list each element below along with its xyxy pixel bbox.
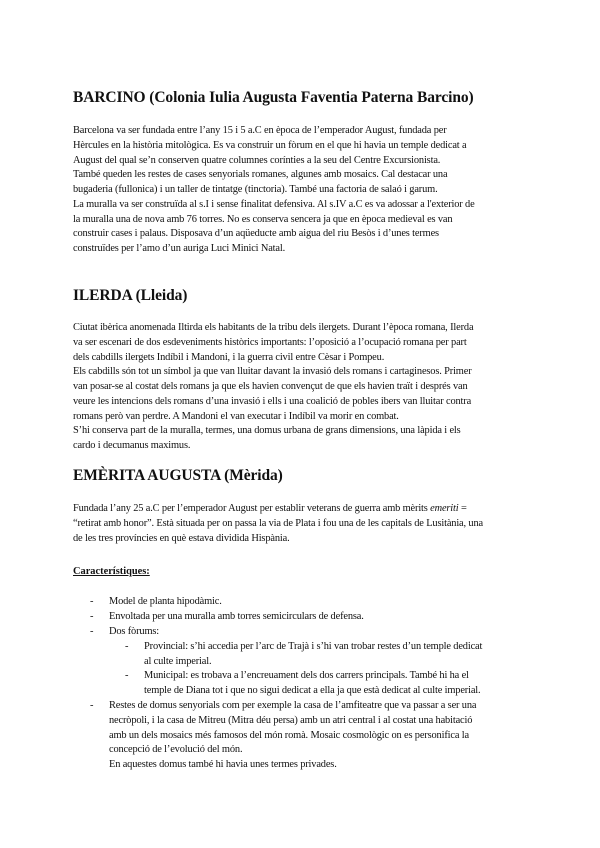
- list-item-text: Municipal: es trobava a l’encreuament dels dos carrers principals. També hi ha el: [144, 670, 469, 681]
- dash-bullet: -: [90, 700, 94, 711]
- list-item-text: concepció de l’evolució del món.: [109, 744, 243, 756]
- dash-bullet: -: [90, 611, 94, 622]
- text-line: va ser escenari de dos esdeveniments històrics importants: l’oposició a l’ocupació romana per part: [73, 336, 467, 348]
- text-line: També queden les restes de cases senyorials romanes, algunes amb mosaics. Cal destacar una: [73, 169, 448, 181]
- text-line: Hèrcules en la història mitològica. Es va construir un fòrum en el que hi havia un temple dedicat a: [73, 139, 467, 151]
- text-line: construir cases i palaus. Disposava d’un aqüeducte amb aigua del riu Besòs i d’unes termes: [73, 228, 439, 240]
- list-item-text: Envoltada per una muralla amb torres semicirculars de defensa.: [109, 611, 364, 622]
- list-item-text: Dos fòrums:: [109, 626, 160, 637]
- text-line: Barcelona va ser fundada entre l’any 15 i 5 a.C en època de l’emperador August, fundada per: [73, 125, 447, 136]
- text-line: construïdes per l’amo d’un auriga Luci Minici Natal.: [73, 243, 286, 254]
- text-line: Ciutat ibèrica anomenada Iltirda els habitants de la tribu dels ilergets. Durant l’època romana, Ilerda: [73, 322, 474, 333]
- text-line: la muralla una de nova amb 76 torres. No es conserva sencera ja que en època medieval es van: [73, 213, 453, 225]
- text-line: dels cabdills ilergets Indíbil i Mandoni, i la guerra civil entre Cèsar i Pompeu.: [73, 351, 385, 363]
- list-item-text: necròpoli, i la casa de Mitreu (Mitra déu persa) amb un atri central i al costat una habitació: [109, 714, 473, 726]
- text-line: S’hi conserva part de la muralla, termes, una domus urbana de grans dimensions, una làpida i els: [73, 425, 461, 437]
- emerita-intro-paragraph: [73, 502, 533, 546]
- list-item-text: amb un dels mosaics més famosos del món romà. Mosaic cosmològic on es personifica la: [109, 729, 469, 741]
- list-item-text: al culte imperial.: [144, 655, 212, 667]
- text-line: Els cabdills són tot un símbol ja que van lluitar davant la invasió dels romans i cartaginesos. Primer: [73, 366, 472, 378]
- dash-bullet: -: [90, 626, 94, 637]
- text-line: bugaderia (fullonica) i un taller de tintatge (tinctoria). També una factoria de salaó i garum.: [73, 184, 438, 195]
- text-line: veure les intencions dels romans d’una invasió i ells i una coalició de pobles ibers van lluitar contra: [73, 395, 472, 407]
- dash-bullet: -: [125, 641, 129, 652]
- text-line: de les tres províncies en què estava dividida Hispània.: [73, 532, 290, 544]
- barcino-title: BARCINO (Colonia Iulia Augusta Faventia Paterna Barcino): [73, 89, 474, 106]
- barcino-paragraph: [73, 124, 533, 257]
- list-item-text: Model de planta hipodàmic.: [109, 596, 222, 607]
- text-line: August del qual se’n conserven quatre columnes corínties a la seu del Centre Excursionista.: [73, 154, 441, 166]
- dash-bullet: -: [90, 596, 94, 607]
- text-line: “retirat amb honor”. Està situada per on passa la via de Plata i fou una de les capitals de Lusitània, una: [73, 517, 483, 529]
- features-heading: Característiques:: [73, 566, 150, 577]
- list-item-text: Restes de domus senyorials com per exemple la casa de l’amfiteatre que va passar a ser una: [109, 700, 477, 711]
- ilerda-title: ILERDA (Lleida): [73, 287, 188, 304]
- emerita-title: EMÈRITA AUGUSTA (Mèrida): [73, 467, 283, 484]
- intro-text-end: =: [458, 503, 467, 514]
- text-line: cardo i decumanus maximus.: [73, 440, 191, 451]
- intro-text: Fundada l’any 25 a.C per l’emperador August per establir veterans de guerra amb mèrits: [73, 503, 431, 514]
- list-item-text: temple de Diana tot i que no sigui dedicat a ella ja que està dedicat al culte imperial.: [144, 684, 481, 696]
- text-line: romans però van perdre. A Mandoni el van executar i Indíbil va morir en combat.: [73, 410, 399, 422]
- emeriti-term: emeriti: [430, 503, 459, 514]
- dash-bullet: -: [125, 670, 129, 681]
- ilerda-paragraph: [73, 321, 533, 454]
- text-line: La muralla va ser construïda al s.I i sense finalitat defensiva. Al s.IV a.C es va adossar a l'exterior de: [73, 198, 475, 210]
- list-item-text: Provincial: s’hi accedia per l’arc de Trajà i s’hi van trobar restes d’un temple dedicat: [144, 641, 483, 652]
- text-line: van posar-se al costat dels romans ja que els havien convençut de que els havien traït i després van: [73, 381, 468, 392]
- list-item-text: En aquestes domus també hi havia unes termes privades.: [109, 759, 337, 770]
- text-line: [73, 502, 533, 517]
